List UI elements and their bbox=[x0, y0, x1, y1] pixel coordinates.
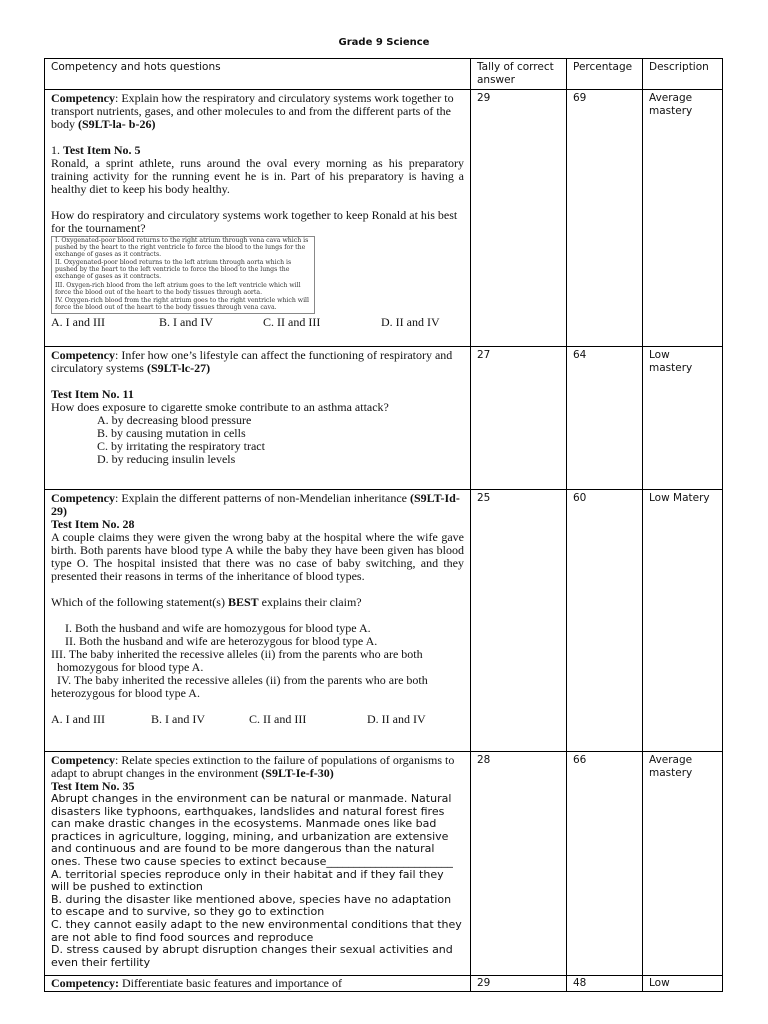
percentage-cell: 60 bbox=[567, 490, 643, 752]
option: C. they cannot easily adapt to the new environmental conditions that they are not able to find food sources and reproduce bbox=[51, 917, 462, 944]
table-row bbox=[45, 490, 723, 752]
option: B. by causing mutation in cells bbox=[97, 426, 246, 440]
statement: III. Oxygen-rich blood from the left atrium goes to the left ventricle which will force the blood out of the heart to the body tissues through aorta. bbox=[55, 281, 301, 296]
options-list bbox=[51, 414, 464, 466]
table-row bbox=[45, 752, 723, 976]
choice: B. I and IV bbox=[159, 314, 213, 329]
test-item-label: Test Item No. 28 bbox=[51, 517, 135, 531]
header-percentage: Percentage bbox=[567, 59, 643, 90]
competency-cell bbox=[45, 976, 471, 992]
table-header-row bbox=[45, 59, 723, 90]
tally-cell: 27 bbox=[471, 347, 567, 490]
competency-statement: Competency: Infer how one’s lifestyle can affect the functioning of respiratory and circulatory systems (S9LT-lc-27) bbox=[51, 348, 453, 375]
choice: D. II and IV bbox=[381, 314, 440, 329]
choice: A. I and III bbox=[51, 712, 105, 726]
statement: IV. The baby inherited the recessive alleles (ii) from the parents who are both heterozygous for blood type A. bbox=[51, 673, 428, 700]
test-item-passage: Ronald, a sprint athlete, runs around the oval every morning as his preparatory training activity for the running event he is in. Part of his preparatory is having a healthy diet to keep his body healthy. bbox=[51, 156, 464, 196]
competency-cell bbox=[45, 490, 471, 752]
percentage-cell: 66 bbox=[567, 752, 643, 976]
page-title: Grade 9 Science bbox=[338, 37, 430, 48]
choice: D. II and IV bbox=[367, 712, 426, 726]
statement: IV. Oxygen-rich blood from the right atrium goes to the right ventricle which will force the blood out of the heart to the body tissues through vena cava. bbox=[55, 297, 310, 312]
option: A. by decreasing blood pressure bbox=[97, 413, 252, 427]
choice: B. I and IV bbox=[151, 712, 205, 726]
competency-table bbox=[44, 58, 723, 992]
statement: II. Both the husband and wife are heterozygous for blood type A. bbox=[65, 634, 378, 648]
table-row bbox=[45, 90, 723, 347]
competency-statement: Competency: Relate species extinction to the failure of populations of organisms to adapt to abrupt changes in the environment (S9LT-Ie-f-30) bbox=[51, 753, 455, 780]
test-item-passage: Abrupt changes in the environment can be natural or manmade. Natural disasters like typhoons, earthquakes, landslides and natural forest fires can make drastic changes in the ecosystems. Manmade ones like bad practices in agriculture, logging, mining, and urbanization are extensive and continuous and are found to be more dangerous than the natural ones. These two cause species to extinct because_______________________ bbox=[51, 792, 453, 868]
test-item-label: Test Item No. 11 bbox=[51, 387, 134, 401]
test-item-label: Test Item No. 35 bbox=[51, 779, 135, 793]
option: C. by irritating the respiratory tract bbox=[97, 439, 265, 453]
test-item-question: Which of the following statement(s) BEST explains their claim? bbox=[51, 595, 362, 609]
description-cell: Low Matery bbox=[643, 490, 723, 752]
description-cell: Average mastery bbox=[643, 90, 723, 347]
description-cell: Low mastery bbox=[643, 347, 723, 490]
description-cell: Average mastery bbox=[643, 752, 723, 976]
statement: I. Oxygenated-poor blood returns to the right atrium through vena cava which is pushed by the heart to the right ventricle to force the blood to the lungs for the exchange of gases as it contracts. bbox=[55, 237, 309, 258]
statement: II. Oxygenated-poor blood returns to the left atrium through aorta which is pushed by the heart to the left ventricle to force the blood to the lungs the exchange of gases as it contracts. bbox=[55, 259, 292, 280]
tally-cell: 29 bbox=[471, 976, 567, 992]
tally-cell: 25 bbox=[471, 490, 567, 752]
statements-image-box bbox=[51, 236, 315, 314]
answer-choices bbox=[51, 316, 464, 329]
option: A. territorial species reproduce only in their habitat and if they fail they will be pushed to extinction bbox=[51, 867, 444, 894]
competency-statement: Competency: Explain the different patterns of non-Mendelian inheritance (S9LT-Id- 29) bbox=[51, 491, 460, 518]
header-competency: Competency and hots questions bbox=[45, 59, 471, 90]
competency-statement: Competency: Explain how the respiratory and circulatory systems work together to transport nutrients, gases, and other molecules to and from the different parts of the body (S9LT-la- b-26) bbox=[51, 91, 454, 131]
competency-cell bbox=[45, 752, 471, 976]
option: D. stress caused by abrupt disruption changes their sexual activities and even their fertility bbox=[51, 943, 453, 969]
competency-statement: Competency: Differentiate basic features and importance of bbox=[51, 976, 342, 990]
header-description: Description bbox=[643, 59, 723, 90]
header-tally: Tally of correct answer bbox=[471, 59, 567, 90]
answer-choices bbox=[51, 713, 464, 726]
test-item-question: How do respiratory and circulatory systems work together to keep Ronald at his best for the tournament? bbox=[51, 208, 458, 235]
competency-cell bbox=[45, 347, 471, 490]
statement: III. The baby inherited the recessive alleles (ii) from the parents who are both homozygous for blood type A. bbox=[51, 647, 423, 674]
option: D. by reducing insulin levels bbox=[97, 452, 236, 466]
tally-cell: 29 bbox=[471, 90, 567, 347]
choice: C. II and III bbox=[249, 712, 307, 726]
table-row bbox=[45, 347, 723, 490]
statement: I. Both the husband and wife are homozygous for blood type A. bbox=[65, 621, 371, 635]
choice: C. II and III bbox=[263, 314, 321, 329]
test-item-passage: A couple claims they were given the wrong baby at the hospital where the wife gave birth. Both parents have blood type A while the baby they have been given has blood type O. The hospital insisted that there was no case of baby switching, and they presented their reasons in terms of the inheritance of blood types. bbox=[51, 530, 464, 583]
description-cell: Low bbox=[643, 976, 723, 992]
percentage-cell: 64 bbox=[567, 347, 643, 490]
percentage-cell: 69 bbox=[567, 90, 643, 347]
percentage-cell: 48 bbox=[567, 976, 643, 992]
table-row bbox=[45, 976, 723, 992]
competency-cell bbox=[45, 90, 471, 347]
option: B. during the disaster like mentioned above, species have no adaptation to escape and to survive, so they go to extinction bbox=[51, 892, 452, 919]
test-item-label: 1. Test Item No. 5 bbox=[51, 143, 141, 157]
choice: A. I and III bbox=[51, 314, 105, 329]
tally-cell: 28 bbox=[471, 752, 567, 976]
test-item-question: How does exposure to cigarette smoke contribute to an asthma attack? bbox=[51, 400, 389, 414]
